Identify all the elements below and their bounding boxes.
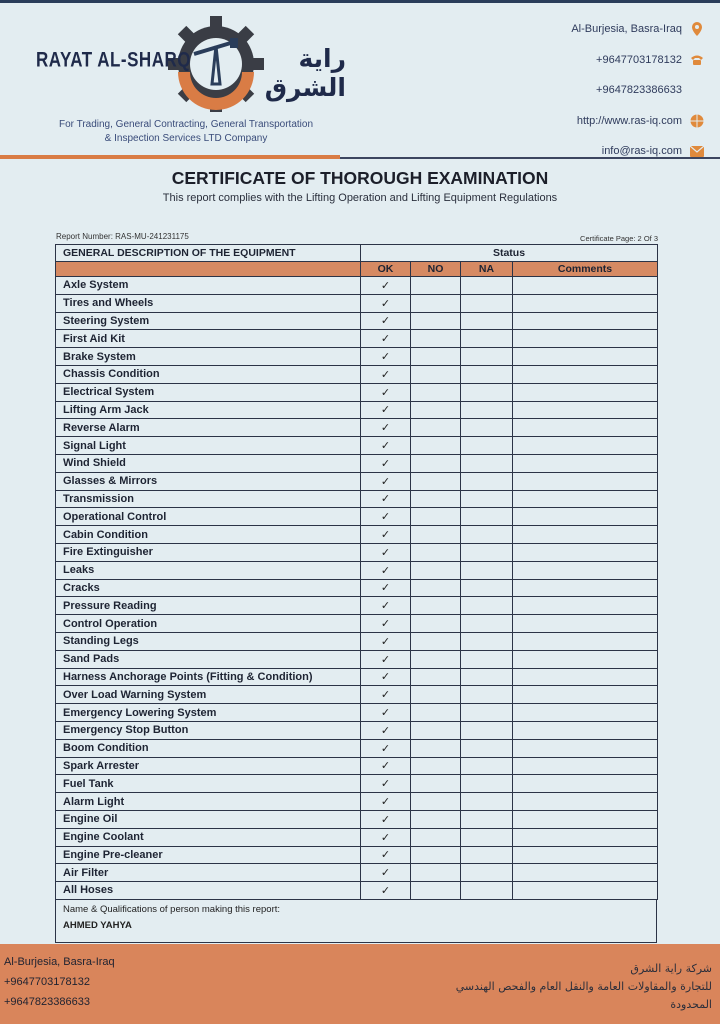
status-no-cell [411, 668, 461, 686]
status-no-cell [411, 579, 461, 597]
contact-block [444, 14, 704, 167]
comments-cell [513, 401, 658, 419]
equipment-item: Air Filter [56, 864, 361, 882]
equipment-item: Emergency Stop Button [56, 721, 361, 739]
table-row [56, 793, 658, 811]
contact-phone-1: +9647703178132 [444, 45, 704, 76]
status-na-cell [461, 365, 513, 383]
comments-cell [513, 490, 658, 508]
equipment-item: Reverse Alarm [56, 419, 361, 437]
status-ok-cell [361, 526, 411, 544]
status-na-cell [461, 668, 513, 686]
status-na-cell [461, 330, 513, 348]
contact-website[interactable]: http://www.ras-iq.com [444, 106, 704, 137]
table-row [56, 686, 658, 704]
status-ok-cell [361, 650, 411, 668]
comments-cell [513, 615, 658, 633]
status-ok-cell [361, 615, 411, 633]
status-no-cell [411, 277, 461, 295]
status-ok-cell [361, 330, 411, 348]
equipment-item: Brake System [56, 348, 361, 366]
status-no-cell [411, 615, 461, 633]
table-row [56, 615, 658, 633]
status-no-cell [411, 472, 461, 490]
equipment-item: Chassis Condition [56, 365, 361, 383]
table-row [56, 365, 658, 383]
header-divider-accent [0, 155, 340, 159]
equipment-item: Boom Condition [56, 739, 361, 757]
status-no-cell [411, 365, 461, 383]
table-row [56, 454, 658, 472]
footer-ar-line-2: للتجارة والمقاولات العامة والنقل العام والفحص الهندسي [455, 980, 712, 993]
table-row [56, 739, 658, 757]
check-mark-icon: ✓ [380, 778, 391, 791]
check-mark-icon: ✓ [380, 618, 391, 631]
check-mark-icon: ✓ [380, 689, 391, 702]
certificate-page-number: Certificate Page: 2 Of 3 [580, 234, 658, 243]
table-row [56, 810, 658, 828]
company-tagline [36, 118, 336, 146]
table-row [56, 277, 658, 295]
check-mark-icon: ✓ [380, 884, 391, 897]
footer-contacts [4, 952, 115, 1012]
status-ok-cell [361, 704, 411, 722]
status-no-cell [411, 490, 461, 508]
equipment-item: Leaks [56, 561, 361, 579]
equipment-item: Fuel Tank [56, 775, 361, 793]
status-no-cell [411, 508, 461, 526]
status-ok-cell [361, 312, 411, 330]
header-divider [340, 157, 720, 159]
status-ok-cell [361, 454, 411, 472]
status-na-cell [461, 615, 513, 633]
status-na-cell [461, 828, 513, 846]
status-no-cell [411, 526, 461, 544]
contact-email[interactable]: info@ras-iq.com [444, 136, 704, 167]
status-ok-cell [361, 757, 411, 775]
status-no-cell [411, 597, 461, 615]
status-na-cell [461, 704, 513, 722]
status-header: Status [361, 245, 658, 262]
status-na-cell [461, 721, 513, 739]
check-mark-icon: ✓ [380, 582, 391, 595]
table-row [56, 526, 658, 544]
status-ok-cell [361, 828, 411, 846]
table-row [56, 632, 658, 650]
status-no-cell [411, 348, 461, 366]
comments-cell [513, 294, 658, 312]
status-no-cell [411, 294, 461, 312]
phone-icon [690, 53, 704, 67]
status-no-cell [411, 330, 461, 348]
table-row [56, 650, 658, 668]
footer-ar-line-1: شركة راية الشرق [630, 962, 712, 975]
check-mark-icon: ✓ [380, 653, 391, 666]
equipment-item: Engine Pre-cleaner [56, 846, 361, 864]
table-row [56, 312, 658, 330]
table-row [56, 419, 658, 437]
comments-cell [513, 543, 658, 561]
status-na-cell [461, 810, 513, 828]
status-na-cell [461, 490, 513, 508]
check-mark-icon: ✓ [380, 422, 391, 435]
equipment-description-header: GENERAL DESCRIPTION OF THE EQUIPMENT [56, 245, 361, 262]
comments-cell [513, 686, 658, 704]
status-na-cell [461, 401, 513, 419]
comments-cell [513, 454, 658, 472]
status-na-cell [461, 686, 513, 704]
comments-cell [513, 312, 658, 330]
inspection-table [55, 244, 657, 943]
comments-cell [513, 348, 658, 366]
comments-cell [513, 508, 658, 526]
comments-cell [513, 437, 658, 455]
check-mark-icon: ✓ [380, 404, 391, 417]
equipment-item: Harness Anchorage Points (Fitting & Condition) [56, 668, 361, 686]
status-na-cell [461, 543, 513, 561]
col-ok: OK [361, 262, 411, 277]
status-no-cell [411, 810, 461, 828]
check-mark-icon: ✓ [380, 546, 391, 559]
check-mark-icon: ✓ [380, 333, 391, 346]
check-mark-icon: ✓ [380, 440, 391, 453]
check-mark-icon: ✓ [380, 635, 391, 648]
check-mark-icon: ✓ [380, 831, 391, 844]
comments-cell [513, 597, 658, 615]
status-ok-cell [361, 401, 411, 419]
tagline-line-2: & Inspection Services LTD Company [104, 133, 268, 144]
status-na-cell [461, 472, 513, 490]
status-na-cell [461, 312, 513, 330]
status-no-cell [411, 828, 461, 846]
table-row [56, 775, 658, 793]
top-border [0, 0, 720, 3]
check-mark-icon: ✓ [380, 529, 391, 542]
check-mark-icon: ✓ [380, 457, 391, 470]
check-mark-icon: ✓ [380, 671, 391, 684]
equipment-item: Operational Control [56, 508, 361, 526]
status-na-cell [461, 561, 513, 579]
signature-box [55, 900, 657, 943]
status-ok-cell [361, 472, 411, 490]
table-row [56, 882, 658, 900]
equipment-item: Control Operation [56, 615, 361, 633]
status-na-cell [461, 508, 513, 526]
status-no-cell [411, 454, 461, 472]
comments-cell [513, 882, 658, 900]
company-logo [36, 14, 346, 114]
table-row [56, 294, 658, 312]
comments-cell [513, 632, 658, 650]
status-ok-cell [361, 294, 411, 312]
status-ok-cell [361, 668, 411, 686]
table-row [56, 401, 658, 419]
table-row [56, 846, 658, 864]
status-ok-cell [361, 365, 411, 383]
check-mark-icon: ✓ [380, 493, 391, 506]
status-na-cell [461, 437, 513, 455]
status-na-cell [461, 526, 513, 544]
status-na-cell [461, 348, 513, 366]
status-no-cell [411, 686, 461, 704]
comments-cell [513, 579, 658, 597]
table-row [56, 330, 658, 348]
status-ok-cell [361, 543, 411, 561]
status-na-cell [461, 775, 513, 793]
equipment-item: Wind Shield [56, 454, 361, 472]
check-mark-icon: ✓ [380, 760, 391, 773]
footer-ar-line-3: المحدودة [670, 998, 712, 1011]
check-mark-icon: ✓ [380, 297, 391, 310]
status-na-cell [461, 294, 513, 312]
logo-text-ar: راية الشرق [264, 44, 346, 102]
equipment-item: Signal Light [56, 437, 361, 455]
status-na-cell [461, 650, 513, 668]
comments-cell [513, 526, 658, 544]
comments-cell [513, 739, 658, 757]
status-no-cell [411, 650, 461, 668]
equipment-item: Over Load Warning System [56, 686, 361, 704]
status-na-cell [461, 383, 513, 401]
status-na-cell [461, 864, 513, 882]
equipment-item: Axle System [56, 277, 361, 295]
status-ok-cell [361, 597, 411, 615]
comments-cell [513, 668, 658, 686]
status-na-cell [461, 579, 513, 597]
table-row [56, 490, 658, 508]
status-no-cell [411, 419, 461, 437]
table-row [56, 668, 658, 686]
equipment-item: Glasses & Mirrors [56, 472, 361, 490]
certificate-title: CERTIFICATE OF THOROUGH EXAMINATION [171, 168, 549, 188]
check-mark-icon: ✓ [380, 511, 391, 524]
equipment-item: Engine Coolant [56, 828, 361, 846]
status-ok-cell [361, 793, 411, 811]
status-no-cell [411, 437, 461, 455]
comments-cell [513, 793, 658, 811]
comments-cell [513, 650, 658, 668]
status-no-cell [411, 793, 461, 811]
status-na-cell [461, 739, 513, 757]
status-ok-cell [361, 632, 411, 650]
status-ok-cell [361, 686, 411, 704]
status-ok-cell [361, 864, 411, 882]
equipment-item: Transmission [56, 490, 361, 508]
status-na-cell [461, 277, 513, 295]
comments-cell [513, 365, 658, 383]
status-no-cell [411, 543, 461, 561]
footer-phone-2: +9647823386633 [4, 996, 90, 1008]
status-ok-cell [361, 437, 411, 455]
status-na-cell [461, 793, 513, 811]
status-ok-cell [361, 846, 411, 864]
equipment-item: Fire Extinguisher [56, 543, 361, 561]
equipment-item: Pressure Reading [56, 597, 361, 615]
footer-address: Al-Burjesia, Basra-Iraq [4, 956, 115, 968]
comments-cell [513, 757, 658, 775]
comments-cell [513, 383, 658, 401]
comments-cell [513, 419, 658, 437]
comments-cell [513, 561, 658, 579]
table-row [56, 864, 658, 882]
status-no-cell [411, 864, 461, 882]
check-mark-icon: ✓ [380, 351, 391, 364]
status-no-cell [411, 312, 461, 330]
check-mark-icon: ✓ [380, 279, 391, 292]
comments-cell [513, 330, 658, 348]
status-na-cell [461, 454, 513, 472]
status-ok-cell [361, 348, 411, 366]
table-row [56, 472, 658, 490]
status-na-cell [461, 757, 513, 775]
check-mark-icon: ✓ [380, 742, 391, 755]
table-row [56, 757, 658, 775]
contact-phone-2: +9647823386633 [596, 84, 682, 97]
status-ok-cell [361, 561, 411, 579]
equipment-item: Tires and Wheels [56, 294, 361, 312]
status-no-cell [411, 401, 461, 419]
check-mark-icon: ✓ [380, 849, 391, 862]
equipment-item: Lifting Arm Jack [56, 401, 361, 419]
status-no-cell [411, 757, 461, 775]
table-row [56, 383, 658, 401]
equipment-item: Cracks [56, 579, 361, 597]
col-comments: Comments [513, 262, 658, 277]
contact-address: Al-Burjesia, Basra-Iraq [444, 14, 704, 45]
equipment-item: Emergency Lowering System [56, 704, 361, 722]
status-ok-cell [361, 775, 411, 793]
status-ok-cell [361, 721, 411, 739]
status-no-cell [411, 383, 461, 401]
table-row [56, 828, 658, 846]
globe-icon [690, 114, 704, 128]
col-na: NA [461, 262, 513, 277]
status-no-cell [411, 775, 461, 793]
tagline-line-1: For Trading, General Contracting, General Transportation [58, 119, 314, 130]
status-na-cell [461, 846, 513, 864]
check-mark-icon: ✓ [380, 813, 391, 826]
equipment-item: Alarm Light [56, 793, 361, 811]
status-no-cell [411, 561, 461, 579]
equipment-item: Engine Oil [56, 810, 361, 828]
comments-cell [513, 828, 658, 846]
comments-cell [513, 472, 658, 490]
equipment-item: Sand Pads [56, 650, 361, 668]
comments-cell [513, 864, 658, 882]
check-mark-icon: ✓ [380, 386, 391, 399]
status-ok-cell [361, 419, 411, 437]
comments-cell [513, 704, 658, 722]
equipment-item: Steering System [56, 312, 361, 330]
comments-cell [513, 810, 658, 828]
check-mark-icon: ✓ [380, 475, 391, 488]
check-mark-icon: ✓ [380, 796, 391, 808]
comments-cell [513, 846, 658, 864]
table-row [56, 561, 658, 579]
status-na-cell [461, 632, 513, 650]
check-mark-icon: ✓ [380, 600, 391, 613]
table-row [56, 704, 658, 722]
status-no-cell [411, 882, 461, 900]
table-row [56, 579, 658, 597]
comments-cell [513, 721, 658, 739]
status-ok-cell [361, 277, 411, 295]
status-no-cell [411, 739, 461, 757]
header-blank-cell [56, 262, 361, 277]
signature-label: Name & Qualifications of person making this report: [63, 903, 281, 915]
status-na-cell [461, 597, 513, 615]
report-number: Report Number: RAS-MU-241231175 [56, 232, 189, 241]
footer-arabic-name [382, 960, 712, 1014]
location-pin-icon [690, 22, 704, 36]
status-no-cell [411, 704, 461, 722]
check-mark-icon: ✓ [380, 315, 391, 328]
status-no-cell [411, 846, 461, 864]
check-mark-icon: ✓ [380, 724, 391, 737]
status-no-cell [411, 721, 461, 739]
footer-band [0, 944, 720, 1024]
equipment-item: Standing Legs [56, 632, 361, 650]
check-mark-icon: ✓ [380, 368, 391, 381]
status-ok-cell [361, 739, 411, 757]
check-mark-icon: ✓ [380, 564, 391, 577]
status-ok-cell [361, 490, 411, 508]
comments-cell [513, 277, 658, 295]
footer-phone-1: +9647703178132 [4, 976, 90, 988]
check-mark-icon: ✓ [380, 707, 391, 720]
table-row [56, 543, 658, 561]
table-row [56, 597, 658, 615]
status-na-cell [461, 419, 513, 437]
status-ok-cell [361, 882, 411, 900]
table-row [56, 508, 658, 526]
status-ok-cell [361, 579, 411, 597]
equipment-item: First Aid Kit [56, 330, 361, 348]
equipment-item: All Hoses [56, 882, 361, 900]
comments-cell [513, 775, 658, 793]
equipment-item: Electrical System [56, 383, 361, 401]
inspector-name: AHMED YAHYA [63, 919, 132, 931]
col-no: NO [411, 262, 461, 277]
equipment-item: Cabin Condition [56, 526, 361, 544]
certificate-subtitle: This report complies with the Lifting Operation and Lifting Equipment Regulations [162, 192, 558, 204]
table-row [56, 437, 658, 455]
status-ok-cell [361, 508, 411, 526]
check-mark-icon: ✓ [380, 867, 391, 880]
status-ok-cell [361, 383, 411, 401]
table-row [56, 721, 658, 739]
status-ok-cell [361, 810, 411, 828]
status-no-cell [411, 632, 461, 650]
status-na-cell [461, 882, 513, 900]
logo-text-en: RAYAT AL-SHARQ [36, 47, 191, 72]
equipment-item: Spark Arrester [56, 757, 361, 775]
table-row [56, 348, 658, 366]
